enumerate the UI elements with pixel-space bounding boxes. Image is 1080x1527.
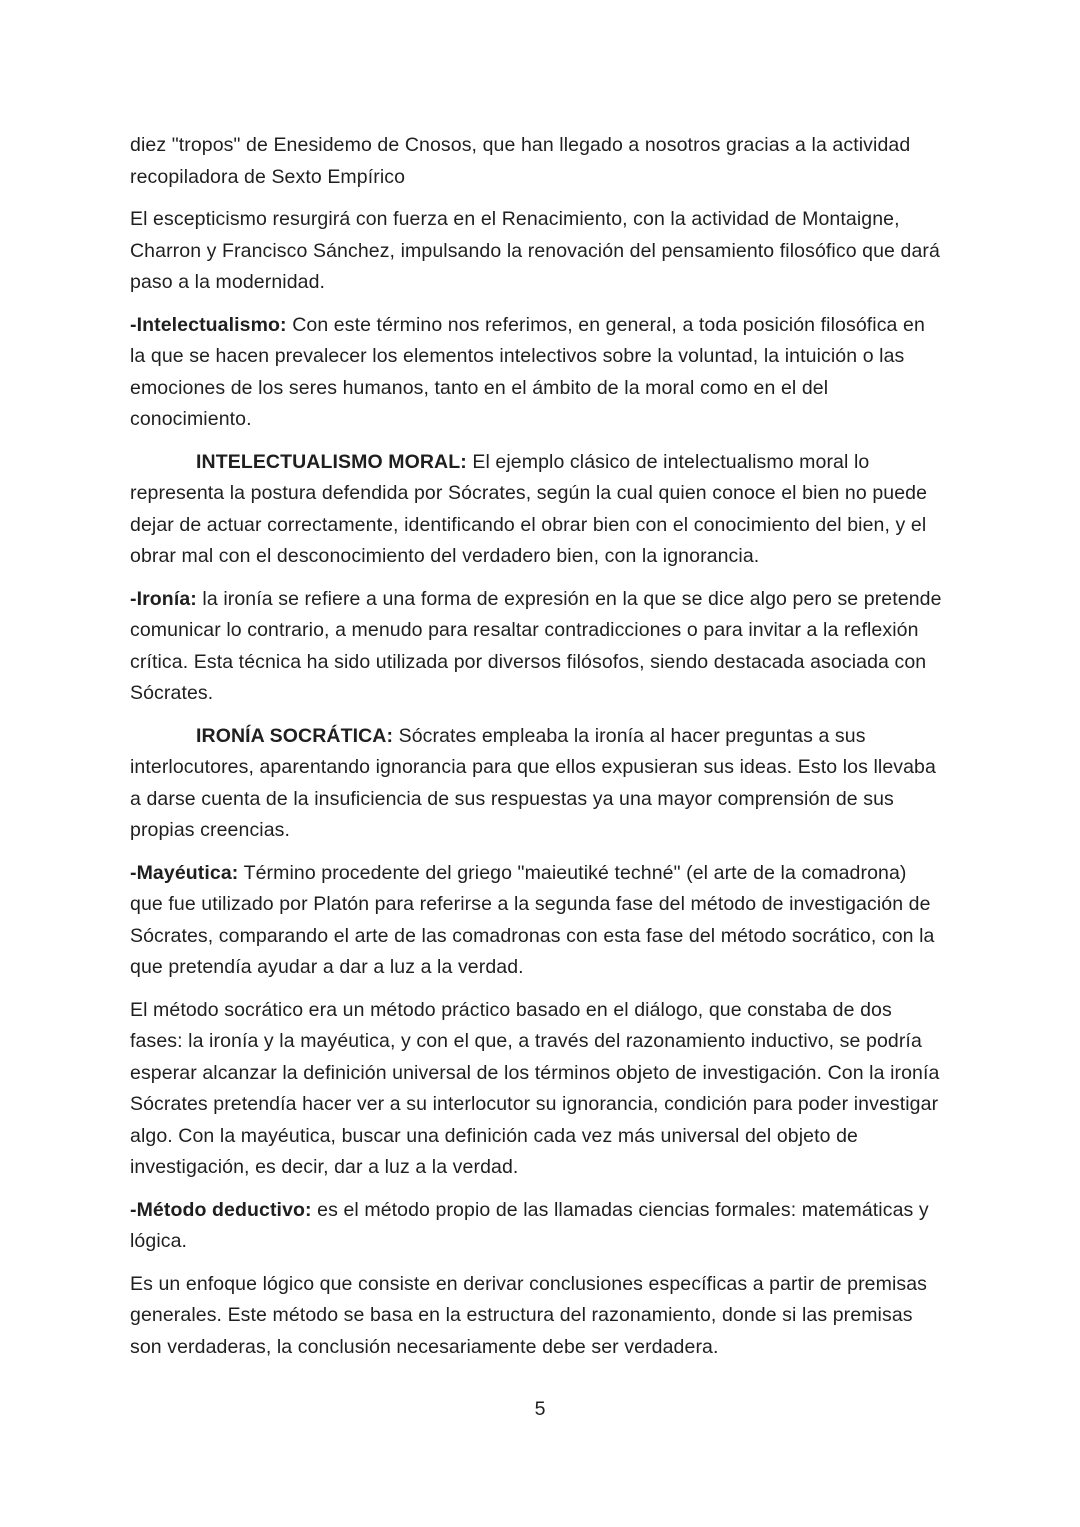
paragraph-text: El método socrático era un método práctico basado en el diálogo, que constaba de dos fases: la ironía y la mayéutica, y con el que, a través del razonamiento inductivo, se podría esperar alcanzar la definición universal de los términos objeto de investigación. Con la ironía Sócrates pretendía hacer ver a su interlocutor su ignorancia, condición para poder investigar algo. Con la mayéutica, buscar una definición cada vez más universal del objeto de investigación, es decir, dar a luz a la verdad.	[130, 998, 940, 1178]
paragraph-text: la ironía se refiere a una forma de expresión en la que se dice algo pero se pretende comunicar lo contrario, a menudo para resaltar contradicciones o para invitar a la reflexión crítica. Esta técnica ha sido utilizada por diversos filósofos, siendo destacada asociada con Sócrates.	[130, 587, 942, 704]
paragraph-lead: -Mayéutica:	[130, 861, 239, 884]
paragraph	[130, 447, 944, 573]
paragraph-lead: -Método deductivo:	[130, 1198, 312, 1221]
paragraph	[130, 130, 944, 193]
paragraph-lead: -Ironía:	[130, 587, 197, 610]
paragraph	[130, 310, 944, 436]
paragraph-text: Sócrates empleaba la ironía al hacer preguntas a sus interlocutores, aparentando ignorancia para que ellos expusieran sus ideas. Esto los llevaba a darse cuenta de la insuficiencia de sus respuestas ya una mayor comprensión de sus propias creencias.	[130, 724, 936, 841]
paragraph-text: diez "tropos" de Enesidemo de Cnosos, que han llegado a nosotros gracias a la actividad recopiladora de Sexto Empírico	[130, 134, 911, 188]
paragraph-text: Con este término nos referimos, en general, a toda posición filosófica en la que se hacen prevalecer los elementos intelectivos sobre la voluntad, la intuición o las emociones de los seres humanos, tanto en el ámbito de la moral como en el del conocimiento.	[130, 313, 925, 430]
paragraph	[130, 995, 944, 1184]
paragraph-lead: INTELECTUALISMO MORAL:	[196, 450, 467, 473]
paragraph-text: El ejemplo clásico de intelectualismo moral lo representa la postura defendida por Sócrates, según la cual quien conoce el bien no puede dejar de actuar correctamente, identificando el obrar bien con el conocimiento del bien, y el obrar mal con el desconocimiento del verdadero bien, con la ignorancia.	[130, 450, 928, 567]
paragraph	[130, 584, 944, 710]
paragraph-lead: -Intelectualismo:	[130, 313, 287, 336]
page-number: 5	[534, 1398, 546, 1420]
paragraph	[130, 858, 944, 984]
paragraph-text: Es un enfoque lógico que consiste en derivar conclusiones específicas a partir de premisas generales. Este método se basa en la estructura del razonamiento, donde si las premisas son verdaderas, la conclusión necesariamente debe ser verdadera.	[130, 1272, 928, 1358]
paragraph-text: es el método propio de las llamadas ciencias formales: matemáticas y lógica.	[130, 1198, 929, 1252]
paragraph	[130, 204, 944, 299]
paragraph-lead: IRONÍA SOCRÁTICA:	[196, 724, 394, 747]
paragraph-text: Término procedente del griego "maieutiké techné" (el arte de la comadrona) que fue utilizado por Platón para referirse a la segunda fase del método de investigación de Sócrates, comparando el arte de las comadronas con esta fase del método socrático, con la que pretendía ayudar a dar a luz a la verdad.	[130, 861, 935, 978]
paragraph-text: El escepticismo resurgirá con fuerza en el Renacimiento, con la actividad de Montaigne, Charron y Francisco Sánchez, impulsando la renovación del pensamiento filosófico que dará paso a la modernidad.	[130, 208, 940, 293]
paragraph	[130, 721, 944, 847]
paragraph	[130, 1269, 944, 1364]
paragraph	[130, 1195, 944, 1258]
